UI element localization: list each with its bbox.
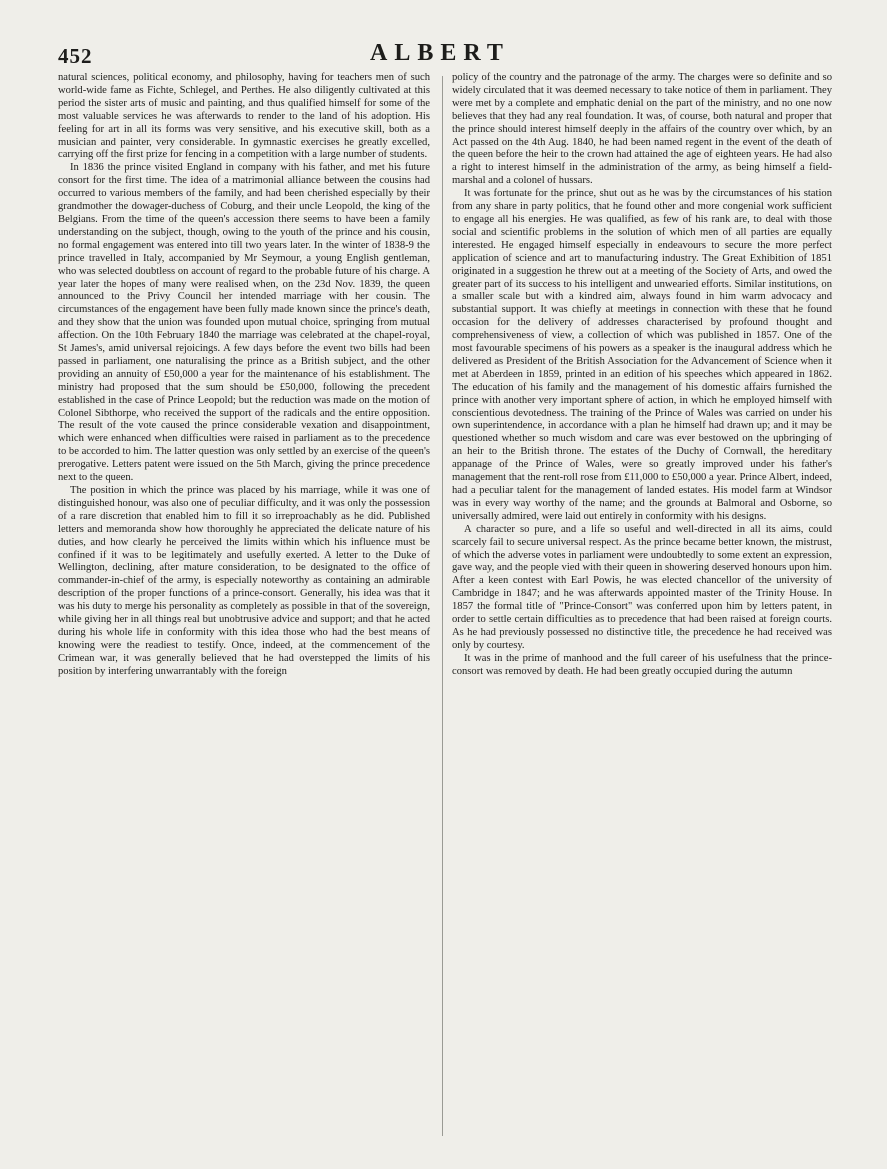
paragraph: natural sciences, political economy, and philosophy, having for teachers men of such world-wide fame as Fichte, Schlegel, and Perthes. He also diligently cultivated at this period the sister arts of music and painting, and thus qualified himself for some of the most valuable services he was afterwards to render to the land of his adoption. His feeling for art in all its forms was very sensitive, and his executive skill, both as a musician and painter, very considerable. In gymnastic exercises he greatly excelled, carrying off the first prize for fencing in a competition with a large number of students. [58,72,430,161]
running-title: ALBERT [370,40,510,66]
left-column [58,72,430,679]
paragraph: policy of the country and the patronage of the army. The charges were so definite and so widely circulated that it was deemed necessary to take notice of them in parliament. They were met by a complete and emphatic denial on the part of the ministry, and no one now believes that they had any real foundation. It was, of course, both natural and proper that the prince should interest himself deeply in the affairs of the country over which, by an Act passed on the 4th Aug. 1840, he had been named regent in the event of the death of the queen before the heir to the crown had attained the age of eighteen years. He had also a right to interest himself in the administration of the army, as being himself a field-marshal and a colonel of hussars. [452,72,832,187]
paragraph: A character so pure, and a life so useful and well-directed in all its aims, could scarcely fail to secure universal respect. As the prince became better known, the mistrust, of which the adverse votes in parliament were undoubtedly to some extent an expression, gave way, and the people vied with their queen in showering deserved honours upon him. After a keen contest with Earl Powis, he was elected chancellor of the university of Cambridge in 1847; and he was afterwards appointed master of the Trinity House. In 1857 the formal title of "Prince-Consort" was conferred upon him by letters patent, in order to settle certain difficulties as to precedence that had been raised at foreign courts. As he had previously possessed no distinctive title, the precedence he had received was only by courtesy. [452,523,832,651]
column-divider [442,76,443,1136]
right-column [452,72,832,679]
paragraph: It was in the prime of manhood and the full career of his usefulness that the prince-consort was removed by death. He had been greatly occupied during the autumn [452,652,832,677]
paragraph: The position in which the prince was placed by his marriage, while it was one of distinguished honour, was also one of peculiar difficulty, and it was only the possession of a rare discretion that enabled him to fill it so irreproachably as he did. Published letters and memoranda show how thoroughly he appreciated the delicate nature of his duties, and how clearly he perceived the limits within which his influence must be confined if it was to be legitimately and usefully exerted. A letter to the Duke of Wellington, declining, after mature consideration, to be designated to the office of commander-in-chief of the army, is especially noteworthy as containing an admirable description of the proper functions of a prince-consort. Generally, his idea was that it was his duty to merge his personality as completely as possible in that of the sovereign, while giving her in all things real but unobtrusive advice and support; and that he acted during his whole life in conformity with this idea those who had the best means of knowing were the readiest to testify. Once, indeed, at the commencement of the Crimean war, it was generally believed that he had overstepped the limits of his position by interfering unwarrantably with the foreign [58,485,430,677]
page-number: 452 [58,44,93,68]
paragraph: It was fortunate for the prince, shut out as he was by the circumstances of his station from any share in party politics, that he found other and more congenial work sufficient to engage all his energies. He was qualified, as few of his rank are, to deal with those social and scientific problems in the solution of which men of all parties are equally interested. He engaged himself especially in endeavours to secure the more perfect application of science and art to manufacturing industry. The Great Exhibition of 1851 originated in a suggestion he threw out at a meeting of the Society of Arts, and owed the greater part of its success to his intelligent and unwearied efforts. Similar institutions, on a smaller scale but with a kindred aim, always found in him warm advocacy and substantial support. It was chiefly at meetings in connection with these that he found occasion for the delivery of addresses characterised by profound thought and comprehensiveness of view, a collection of which was published in 1857. One of the most favourable specimens of his powers as a speaker is the inaugural address which he delivered as President of the British Association for the Advancement of Science when it met at Aberdeen in 1859, printed in an edition of his speeches which appeared in 1862. The education of his family and the management of his domestic affairs furnished the prince with another very important sphere of action, in which he employed himself with conscientious devotedness. The training of the Prince of Wales was carried on under his own superintendence, in accordance with a plan he himself had drawn up; and it may be questioned whether so much wisdom and care was ever bestowed on the upbringing of an heir to the British throne. The estates of the Duchy of Cornwall, the hereditary appanage of the Prince of Wales, were so greatly improved under his father's management that the rent-roll rose from £11,000 to £50,000 a year. Prince Albert, indeed, had a peculiar talent for the management of landed estates. His model farm at Windsor was in every way worthy of the name; and the grounds at Balmoral and Osborne, so universally admired, were laid out entirely in conformity with his designs. [452,188,832,522]
paragraph: In 1836 the prince visited England in company with his father, and met his future consort for the first time. The idea of a matrimonial alliance between the cousins had occurred to various members of the family, and had been cherished especially by their grandmother the dowager-duchess of Coburg, and their uncle Leopold, the king of the Belgians. From the time of the queen's accession there seems to have been a family understanding on the subject, though, owing to the youth of the prince and his cousin, no formal engagement was entered into till two years later. In the winter of 1838-9 the prince travelled in Italy, accompanied by Mr Seymour, a young English gentleman, who was selected doubtless on account of regard to the probable future of his charge. A year later the hopes of many were realised when, on the 23d Nov. 1839, the queen announced to the Privy Council her intended marriage with her cousin. The circumstances of the engagement have been fully made known since the prince's death, and they show that the union was founded upon mutual choice, springing from mutual affection. On the 10th February 1840 the marriage was celebrated at the chapel-royal, St James's, amid universal rejoicings. A few days before the event two bills had been passed in parliament, one naturalising the prince as a British subject, and the other providing an annuity of £50,000 a year for the maintenance of his establishment. The ministry had proposed that the sum should be £50,000, following the precedent established in the case of Prince Leopold; but the reduction was made on the motion of Colonel Sibthorpe, who received the support of the radicals and the entire opposition. The result of the vote caused the prince considerable vexation and disappointment, which were enhanced when difficulties were raised in parliament as to the precedence to be accorded to him. The latter question was only settled by an exercise of the queen's prerogative. Letters patent were issued on the 5th March, giving the prince precedence next to the queen. [58,162,430,484]
